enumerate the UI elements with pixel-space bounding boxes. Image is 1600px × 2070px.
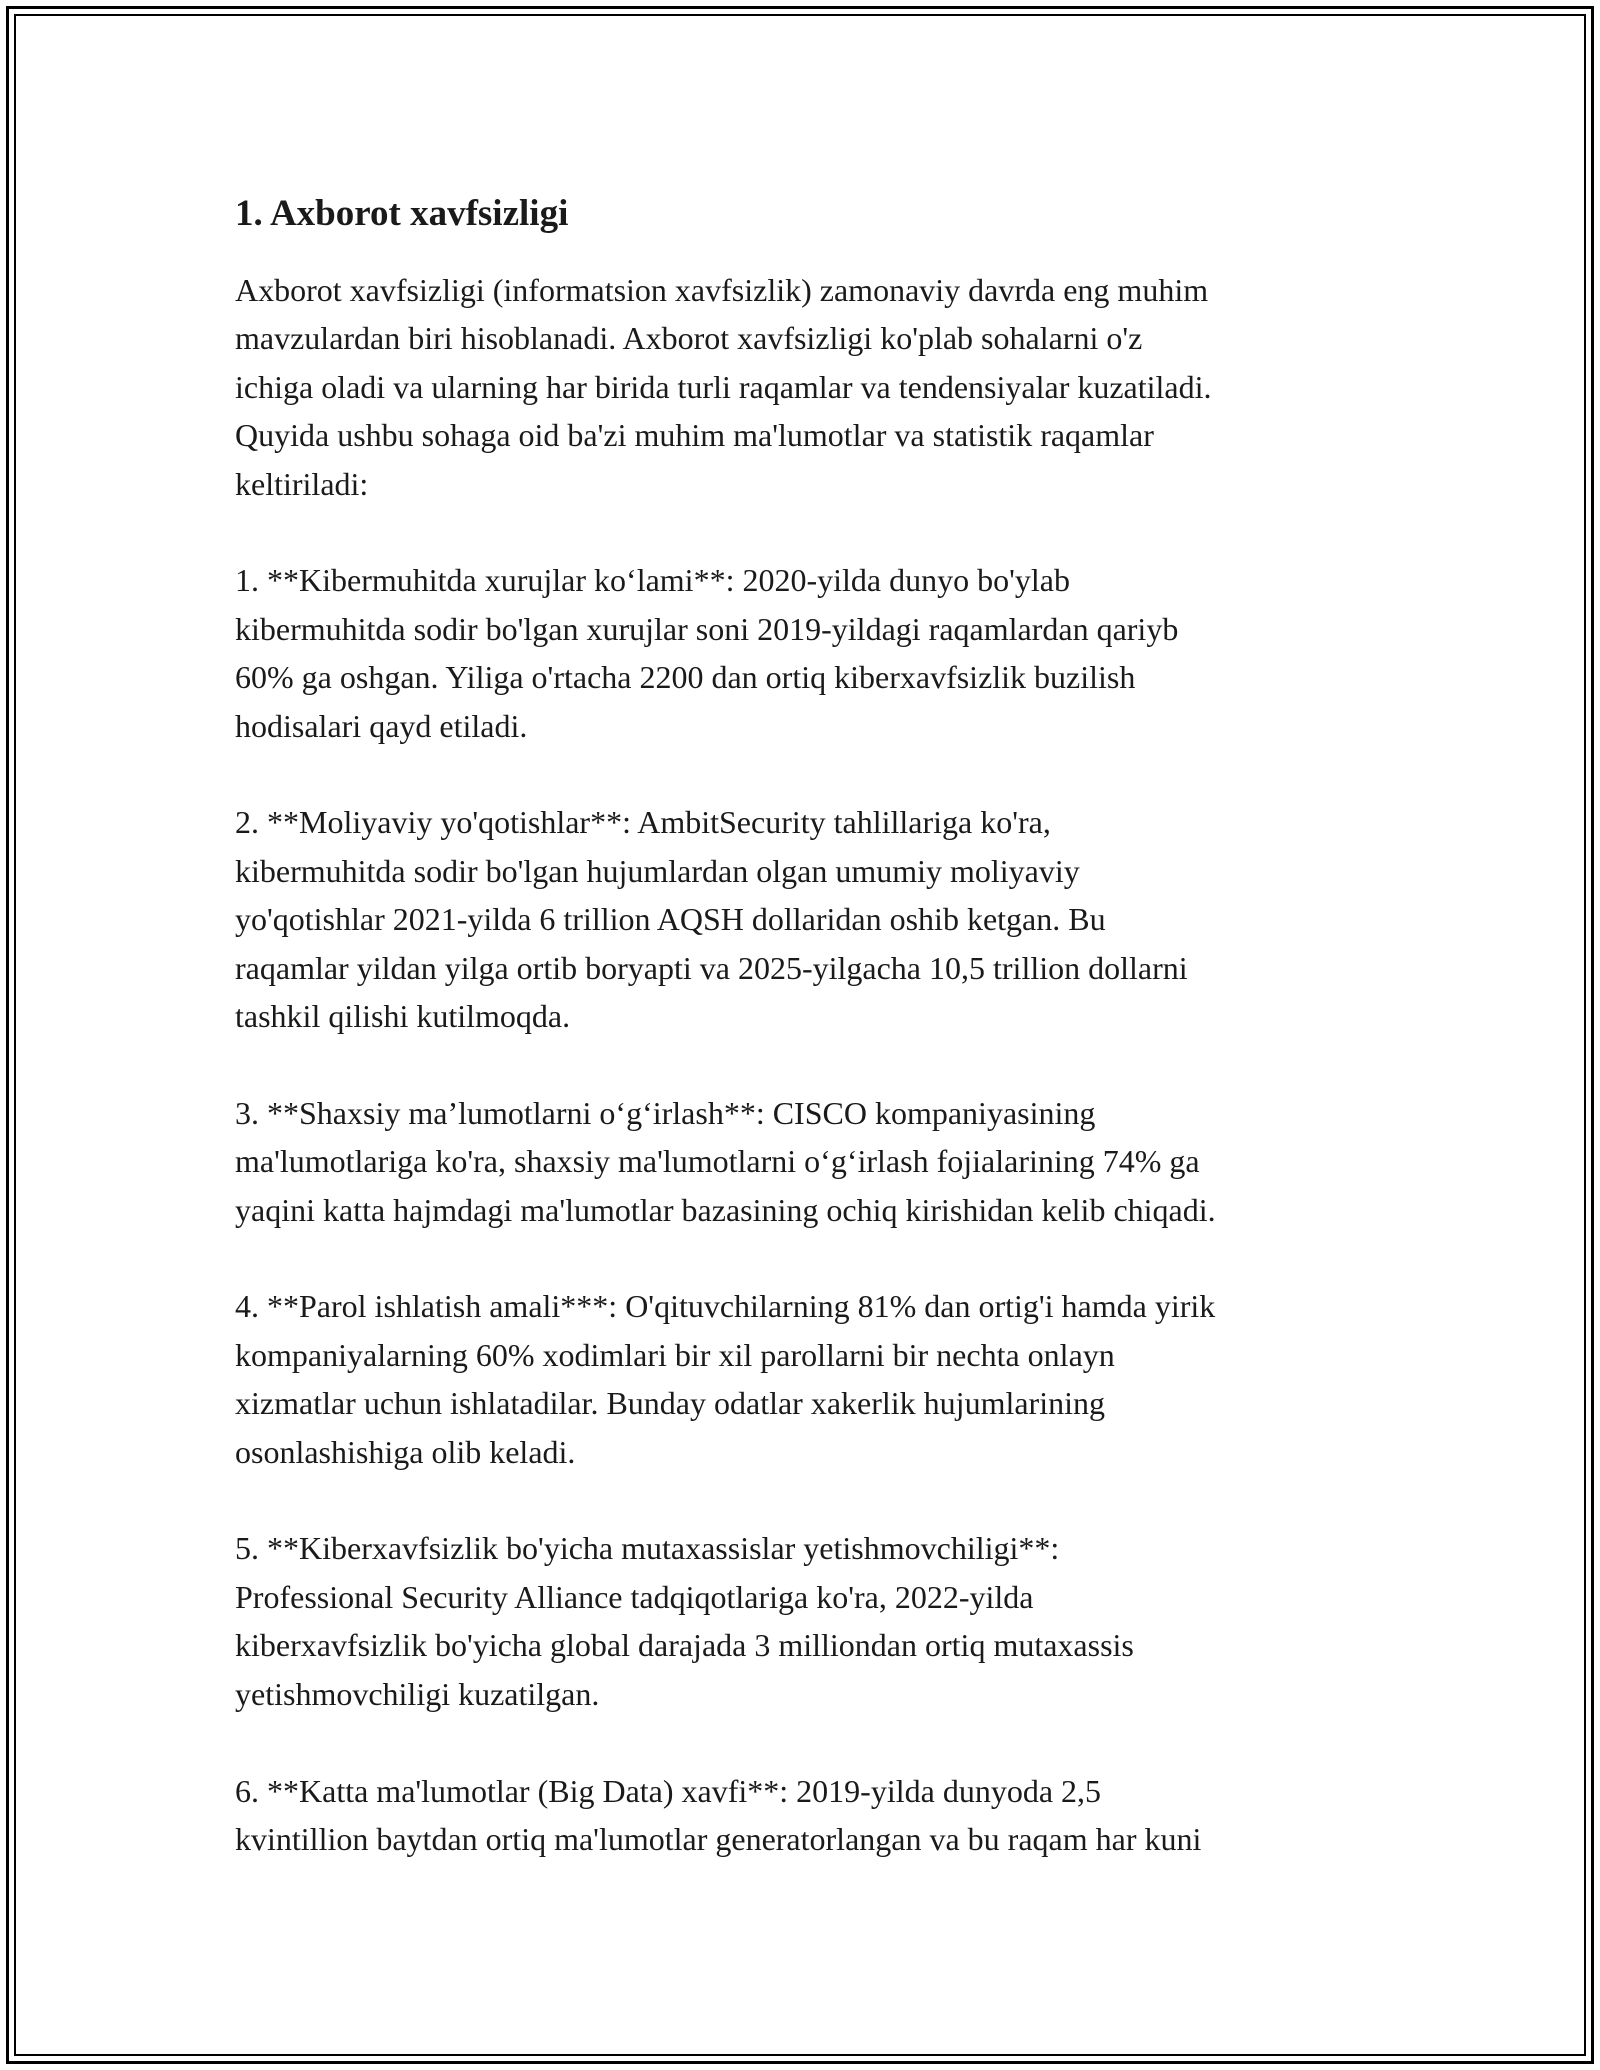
text-line: 1. **Kibermuhitda xurujlar ko‘lami**: 2020-yilda dunyo bo'ylab — [235, 562, 1070, 599]
text-line: yetishmovchiligi kuzatilgan. — [235, 1675, 600, 1712]
intro-paragraph — [235, 266, 1375, 508]
text-line: kvintillion baytdan ortiq ma'lumotlar generatorlangan va bu raqam har kuni — [235, 1820, 1202, 1857]
text-line: ichiga oladi va ularning har birida turli raqamlar va tendensiyalar kuzatiladi. — [235, 368, 1212, 405]
text-line: Quyida ushbu sohaga oid ba'zi muhim ma'lumotlar va statistik raqamlar — [235, 417, 1154, 454]
text-line: 5. **Kiberxavfsizlik bo'yicha mutaxassislar yetishmovchiligi**: — [235, 1530, 1060, 1567]
text-line: yo'qotishlar 2021-yilda 6 trillion AQSH dollaridan oshib ketgan. Bu — [235, 901, 1106, 938]
text-line: Professional Security Alliance tadqiqotlariga ko'ra, 2022-yilda — [235, 1578, 1034, 1615]
text-line: 6. **Katta ma'lumotlar (Big Data) xavfi**: 2019-yilda dunyoda 2,5 — [235, 1772, 1102, 1809]
text-line: mavzulardan biri hisoblanadi. Axborot xavfsizligi ko'plab sohalarni o'z — [235, 320, 1143, 357]
list-item-2 — [235, 798, 1375, 1040]
text-line: kibermuhitda sodir bo'lgan xurujlar soni 2019-yildagi raqamlardan qariyb — [235, 610, 1179, 647]
list-item-6 — [235, 1767, 1375, 1864]
text-line: xizmatlar uchun ishlatadilar. Bunday odatlar xakerlik hujumlarining — [235, 1385, 1105, 1422]
text-line: 4. **Parol ishlatish amali***: O'qituvchilarning 81% dan ortig'i hamda yirik — [235, 1288, 1216, 1325]
text-line: ma'lumotlariga ko'ra, shaxsiy ma'lumotlarni o‘g‘irlash fojialarining 74% ga — [235, 1143, 1200, 1180]
section-heading: 1. Axborot xavfsizligi — [235, 193, 569, 234]
text-line: 60% ga oshgan. Yiliga o'rtacha 2200 dan ortiq kiberxavfsizlik buzilish — [235, 659, 1136, 696]
text-line: 2. **Moliyaviy yo'qotishlar**: AmbitSecurity tahlillariga ko'ra, — [235, 804, 1051, 841]
text-line: kiberxavfsizlik bo'yicha global darajada 3 milliondan ortiq mutaxassis — [235, 1627, 1134, 1664]
text-line: Axborot xavfsizligi (informatsion xavfsizlik) zamonaviy davrda eng muhim — [235, 272, 1209, 308]
text-line: yaqini katta hajmdagi ma'lumotlar bazasining ochiq kirishidan kelib chiqadi. — [235, 1191, 1216, 1228]
text-line: raqamlar yildan yilga ortib boryapti va 2025-yilgacha 10,5 trillion dollarni — [235, 949, 1188, 986]
list-item-3 — [235, 1089, 1375, 1234]
list-item-1 — [235, 556, 1375, 750]
text-line: tashkil qilishi kutilmoqda. — [235, 998, 571, 1035]
list-item-5 — [235, 1524, 1375, 1718]
text-line: osonlashishiga olib keladi. — [235, 1433, 576, 1470]
text-line: 3. **Shaxsiy ma’lumotlarni o‘g‘irlash**: CISCO kompaniyasining — [235, 1094, 1096, 1131]
document-body — [235, 182, 1375, 1912]
text-line: hodisalari qayd etiladi. — [235, 707, 528, 744]
text-line: kibermuhitda sodir bo'lgan hujumlardan olgan umumiy moliyaviy — [235, 852, 1080, 889]
text-line: keltiriladi: — [235, 465, 369, 502]
text-line: kompaniyalarning 60% xodimlari bir xil parollarni bir nechta onlayn — [235, 1336, 1115, 1373]
list-item-4 — [235, 1282, 1375, 1476]
